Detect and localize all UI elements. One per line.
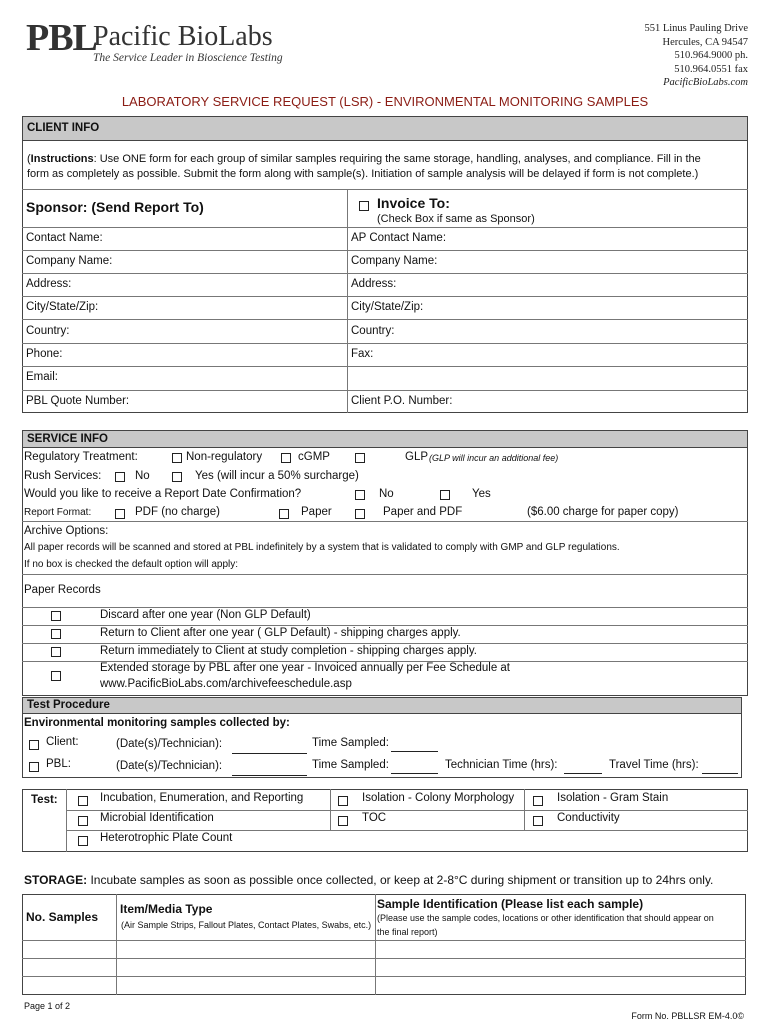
ap-address-field[interactable]: Address: (351, 278, 397, 290)
client-instructions: (Instructions: Use ONE form for each group of similar samples requiring the same storage, handling, analyses, and compliance. Fill in the form as completely as possible. Submit the form along with sample(s). Initiation of sample analysis will be delayed if form is not complete.) (27, 153, 701, 180)
microbial-id-checkbox[interactable] (78, 816, 88, 826)
return-immediately-checkbox[interactable] (51, 647, 61, 657)
paper-records-label: Paper Records (24, 584, 101, 596)
company-name-field[interactable]: Company Name: (26, 255, 113, 267)
paper-and-pdf-checkbox[interactable] (355, 509, 365, 519)
rush-yes-label: Yes (will incur a 50% surcharge) (195, 470, 359, 482)
ap-city-state-zip-field[interactable]: City/State/Zip: (351, 301, 424, 313)
no-samples-header: No. Samples (26, 910, 99, 924)
pbl-collected-checkbox[interactable] (29, 762, 39, 772)
ap-contact-name-field[interactable]: AP Contact Name: (351, 232, 447, 244)
colony-morphology-checkbox[interactable] (338, 796, 348, 806)
gram-stain-label: Isolation - Gram Stain (557, 792, 669, 804)
paper-checkbox[interactable] (279, 509, 289, 519)
client-dates-label: (Date(s)/Technician): (116, 738, 223, 750)
address-city: Hercules, CA 94547 (662, 36, 748, 48)
cgmp-checkbox[interactable] (281, 453, 291, 463)
extended-storage-checkbox[interactable] (51, 671, 61, 681)
return-after-year-label: Return to Client after one year ( GLP Default) - shipping charges apply. (100, 627, 461, 639)
report-format-label: Report Format: (24, 507, 92, 518)
address-phone: 510.964.9000 ph. (674, 50, 748, 61)
sample-row[interactable] (22, 976, 746, 977)
sample-id-note-1: (Please use the sample codes, locations or other identification that should appear on (377, 913, 714, 923)
logo-name: Pacific BioLabs (93, 21, 273, 52)
email-field[interactable]: Email: (26, 371, 58, 383)
test-procedure-header: Test Procedure (22, 697, 742, 714)
service-info-header: SERVICE INFO (22, 430, 748, 448)
rush-label: Rush Services: (24, 470, 102, 482)
regulatory-label: Regulatory Treatment: (24, 451, 138, 463)
gram-stain-checkbox[interactable] (533, 796, 543, 806)
address-street: 551 Linus Pauling Drive (644, 23, 748, 34)
client-collected-checkbox[interactable] (29, 740, 39, 750)
pdf-checkbox[interactable] (115, 509, 125, 519)
confirm-no-label: No (379, 488, 394, 500)
extended-storage-label: Extended storage by PBL after one year - Invoiced annually per Fee Schedule at (100, 662, 510, 674)
archive-note: All paper records will be scanned and stored at PBL indefinitely by a system that is validated to comply with GMP and GLP regulations. (24, 542, 620, 553)
service-info-section (22, 447, 748, 696)
confirm-yes-label: Yes (472, 488, 491, 500)
travel-time-label: Travel Time (hrs): (609, 759, 699, 771)
phone-field[interactable]: Phone: (26, 348, 63, 360)
country-field[interactable]: Country: (26, 325, 70, 337)
glp-checkbox[interactable] (355, 453, 365, 463)
pbl-collected-label: PBL: (46, 758, 71, 770)
address-field[interactable]: Address: (26, 278, 72, 290)
ap-country-field[interactable]: Country: (351, 325, 395, 337)
incubation-label: Incubation, Enumeration, and Reporting (100, 792, 304, 804)
toc-checkbox[interactable] (338, 816, 348, 826)
client-info-header: CLIENT INFO (22, 116, 748, 141)
client-time-sampled-label: Time Sampled: (312, 737, 389, 749)
travel-time-input[interactable] (702, 773, 738, 774)
quote-number-field[interactable]: PBL Quote Number: (26, 395, 130, 407)
sample-id-note-2: the final report) (377, 927, 438, 937)
incubation-checkbox[interactable] (78, 796, 88, 806)
ap-company-name-field[interactable]: Company Name: (351, 255, 438, 267)
client-time-sampled-input[interactable] (391, 751, 438, 752)
confirm-yes-checkbox[interactable] (440, 490, 450, 500)
archive-default-note: If no box is checked the default option will apply: (24, 559, 239, 570)
page-number: Page 1 of 2 (24, 1001, 71, 1011)
confirm-no-checkbox[interactable] (355, 490, 365, 500)
technician-time-label: Technician Time (hrs): (445, 759, 558, 771)
form-number: Form No. PBLLSR EM-4.0© (631, 1011, 744, 1021)
contact-name-field[interactable]: Contact Name: (26, 232, 103, 244)
toc-label: TOC (362, 812, 387, 824)
pbl-dates-label: (Date(s)/Technician): (116, 760, 223, 772)
paper-and-pdf-label: Paper and PDF (383, 506, 463, 518)
address-fax: 510.964.0551 fax (674, 63, 748, 75)
archive-label: Archive Options: (24, 525, 109, 537)
pbl-time-sampled-input[interactable] (391, 773, 438, 774)
collected-by-label: Environmental monitoring samples collected by: (24, 717, 290, 729)
sponsor-heading: Sponsor: (Send Report To) (26, 199, 204, 215)
non-regulatory-label: Non-regulatory (186, 451, 263, 463)
item-media-header: Item/Media Type (120, 902, 213, 916)
discard-label: Discard after one year (Non GLP Default) (100, 609, 311, 621)
archive-fee-link[interactable]: www.PacificBioLabs.com/archivefeeschedule.asp (100, 678, 352, 690)
po-number-field[interactable]: Client P.O. Number: (351, 395, 453, 407)
rush-yes-checkbox[interactable] (172, 472, 182, 482)
glp-note: (GLP will incur an additional fee) (429, 453, 559, 463)
paper-charge-note: ($6.00 charge for paper copy) (527, 506, 679, 518)
company-address (644, 22, 748, 90)
hpc-label: Heterotrophic Plate Count (100, 832, 233, 844)
invoice-same-checkbox[interactable] (359, 201, 369, 211)
logo-mark: PBL (26, 17, 97, 59)
colony-morphology-label: Isolation - Colony Morphology (362, 792, 515, 804)
pdf-label: PDF (no charge) (135, 506, 221, 518)
sample-id-header: Sample Identification (Please list each sample) (377, 897, 644, 911)
glp-label: GLP (405, 451, 429, 463)
pbl-dates-input[interactable] (232, 775, 307, 776)
conductivity-label: Conductivity (557, 812, 620, 824)
client-dates-input[interactable] (232, 753, 307, 754)
paper-label: Paper (301, 506, 332, 518)
city-state-zip-field[interactable]: City/State/Zip: (26, 301, 99, 313)
pbl-time-sampled-label: Time Sampled: (312, 759, 389, 771)
non-regulatory-checkbox[interactable] (172, 453, 182, 463)
microbial-id-label: Microbial Identification (100, 812, 214, 824)
cgmp-label: cGMP (298, 451, 330, 463)
item-media-note: (Air Sample Strips, Fallout Plates, Contact Plates, Swabs, etc.) (121, 920, 372, 930)
logo-tagline: The Service Leader in Bioscience Testing (93, 52, 283, 64)
fax-field[interactable]: Fax: (351, 348, 374, 360)
invoice-note: (Check Box if same as Sponsor) (377, 213, 535, 225)
rush-no-checkbox[interactable] (115, 472, 125, 482)
technician-time-input[interactable] (564, 773, 602, 774)
client-collected-label: Client: (46, 736, 79, 748)
return-immediately-label: Return immediately to Client at study completion - shipping charges apply. (100, 645, 477, 657)
conductivity-checkbox[interactable] (533, 816, 543, 826)
sample-row[interactable] (22, 958, 746, 959)
confirm-label: Would you like to receive a Report Date Confirmation? (24, 488, 302, 500)
address-web: PacificBioLabs.com (663, 77, 748, 88)
discard-checkbox[interactable] (51, 611, 61, 621)
storage-note: STORAGE: Incubate samples as soon as possible once collected, or keep at 2-8°C during shipment or transition up to 24hrs only. (24, 873, 714, 887)
rush-no-label: No (135, 470, 150, 482)
invoice-heading: Invoice To: (377, 195, 450, 211)
return-after-year-checkbox[interactable] (51, 629, 61, 639)
hpc-checkbox[interactable] (78, 836, 88, 846)
form-title: LABORATORY SERVICE REQUEST (LSR) - ENVIRONMENTAL MONITORING SAMPLES (121, 94, 649, 109)
test-label: Test: (31, 794, 58, 806)
